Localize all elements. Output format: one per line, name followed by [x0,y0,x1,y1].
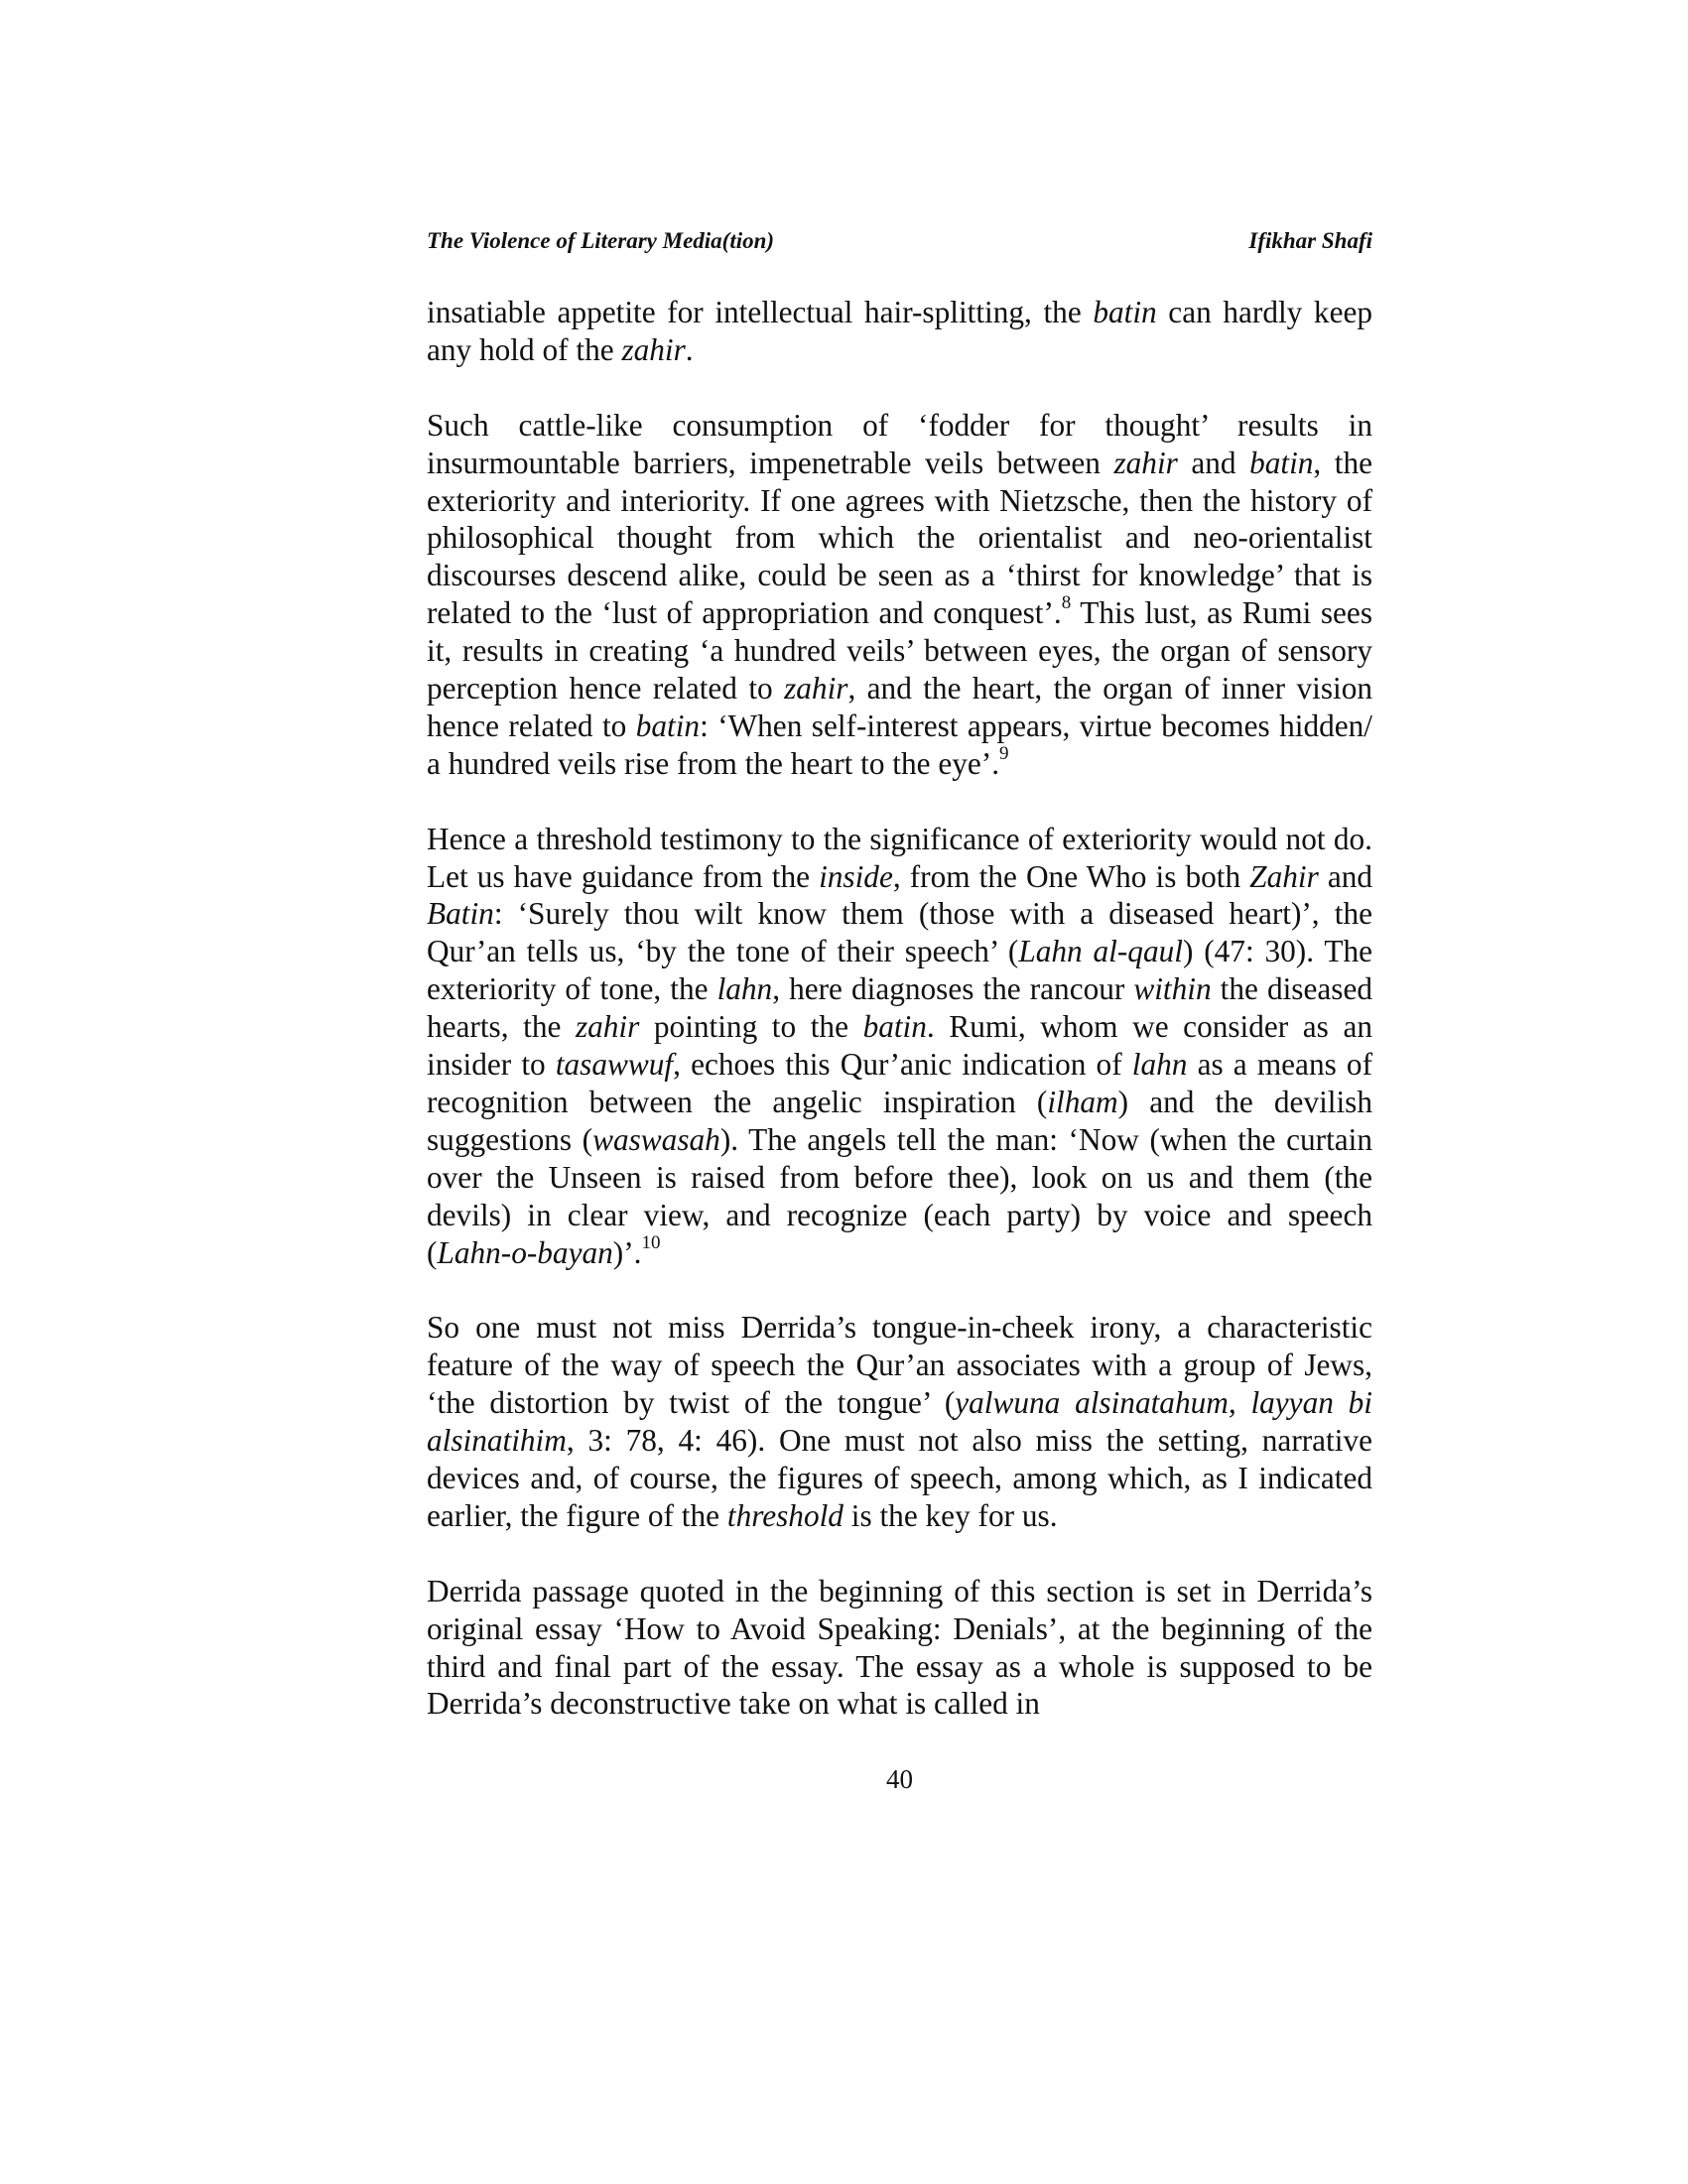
italic-term: zahir [621,331,686,367]
text-run: ). The angels tell the man: ‘Now (when the curtain over the Unseen is raised from before thee), look on us and them (the devils) in clear view, and recognize (each party) by voice and speech ( [427,1121,1372,1270]
italic-term: lahn [716,971,773,1007]
italic-term: waswasah [592,1121,720,1157]
text-run: and [1318,858,1373,894]
italic-term: yalwuna alsinatahum, layyan bi alsinatihim [427,1385,1372,1459]
italic-term: batin [862,1009,927,1045]
running-header [427,228,1372,268]
italic-term: ilham [1047,1085,1118,1119]
footnote-marker: 9 [999,742,1009,764]
paragraph-3 [427,821,1372,1272]
text-run: This lust, as Rumi sees it, results in creating ‘a hundred veils’ between eyes, the organ of sensory perception hence related to [427,595,1372,707]
italic-term: Zahir [1249,858,1319,894]
body-text [427,294,1372,1723]
text-run: )’. [612,1234,642,1270]
italic-term: Batin [427,896,494,932]
text-run: Such cattle-like consumption of ‘fodder for thought’ results in insurmountable barriers, impenetrable veils between [427,407,1372,480]
text-run: , and the heart, the organ of inner vision hence related to [427,671,1372,743]
text-run: . [685,331,694,367]
header-title: The Violence of Literary Media(tion) [427,228,775,253]
italic-term: batin [635,707,701,743]
italic-term: within [1133,971,1212,1007]
text-run: and [1177,445,1250,480]
text-run: as a means of recognition between the angelic inspiration ( [427,1047,1372,1119]
text-run: , the exteriority and interiority. If one agrees with Nietzsche, then the history of philosophical thought from which the orientalist and neo-orientalist discourses descend alike, could be seen as a ‘thirst for knowledge’ that is related to the ‘lust of appropriation and conquest’. [427,445,1373,631]
text-run: . Rumi, whom we consider as an insider to [427,1009,1372,1083]
italic-term: Lahn al-qaul [1018,934,1183,969]
italic-term: Lahn-o-bayan [437,1234,613,1270]
text-run: Derrida passage quoted in the beginning of this section is set in Derrida’s original essay ‘How to Avoid Speaking: Denials’, at the beginning of the third and final part of the essay. The essay as a whole is supposed to be Derrida’s deconstructive take on what is called in [427,1573,1372,1722]
italic-term: tasawwuf [555,1047,674,1083]
text-run: , from the One Who is both [892,858,1250,894]
paragraph-5 [427,1573,1372,1724]
italic-term: zahir [1113,445,1178,480]
italic-term: inside [819,858,893,894]
paragraph-1 [427,294,1372,369]
text-run: ) (47: 30). The exteriority of tone, the [427,934,1372,1007]
italic-term: batin [1249,445,1314,480]
text-run: : ‘When self-interest appears, virtue becomes hidden/ a hundred veils rise from the heart to the eye’. [427,707,1372,781]
text-run: ) and the devilish suggestions ( [427,1085,1373,1157]
text-run: , here diagnoses the rancour [772,971,1134,1007]
italic-term: threshold [726,1497,844,1533]
text-run: pointing to the [639,1009,863,1045]
italic-term: batin [1093,295,1157,329]
italic-term: zahir [575,1009,640,1045]
text-run: Hence a threshold testimony to the significance of exteriority would not do. Let us have guidance from the [427,821,1372,894]
text-run: So one must not miss Derrida’s tongue-in-cheek irony, a characteristic feature of the way of speech the Qur’an associates with a group of Jews, ‘the distortion by twist of the tongue’ ( [427,1310,1372,1421]
header-author: Ifikhar Shafi [1248,228,1372,253]
footnote-marker: 10 [641,1231,661,1253]
text-run: can hardly keep any hold of the [427,295,1373,367]
text-run: , echoes this Qur’anic indication of [673,1047,1132,1083]
text-run: , 3: 78, 4: 46). One must not also miss the setting, narrative devices and, of course, the figures of speech, among which, as I indicated earlier, the figure of the [427,1423,1372,1533]
page-number: 40 [886,1764,913,1794]
text-run: insatiable appetite for intellectual hair-splitting, the [427,295,1094,329]
footnote-marker: 8 [1061,592,1072,614]
text-run: the diseased hearts, the [427,971,1372,1045]
paragraph-2 [427,407,1372,783]
italic-term: lahn [1131,1047,1188,1083]
paragraph-4 [427,1309,1372,1534]
text-run: : ‘Surely thou wilt know them (those with a diseased heart)’, the Qur’an tells us, ‘by the tone of their speech’ ( [427,896,1372,969]
text-run: is the key for us. [843,1497,1058,1533]
italic-term: zahir [784,671,848,707]
